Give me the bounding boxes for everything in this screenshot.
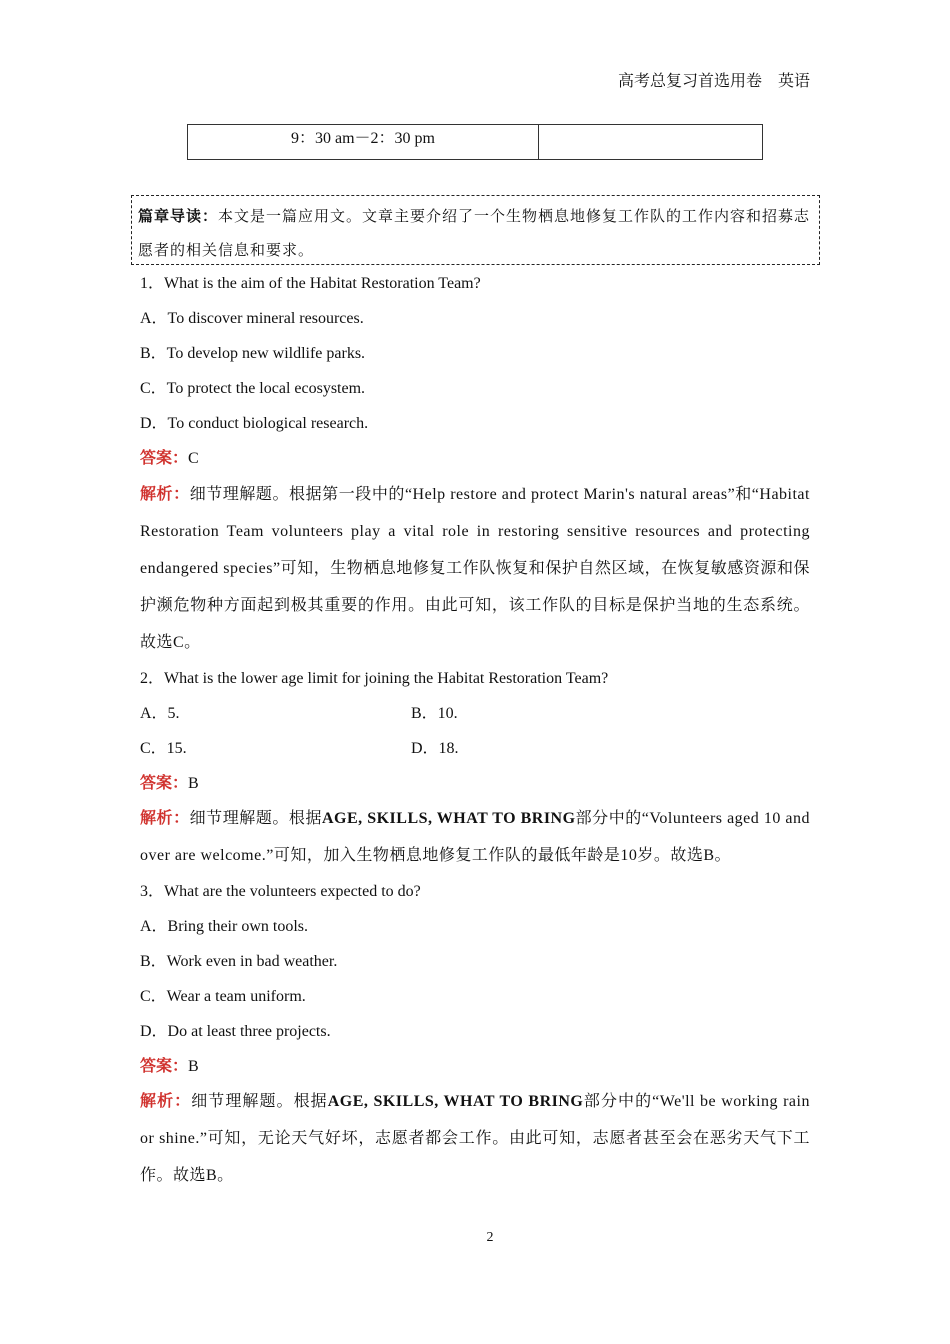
q2-explain-bold: AGE, SKILLS, WHAT TO BRING [322,810,576,827]
q2-explain-label: 解析： [140,810,190,827]
table-cell-time: 9：30 am－2：30 pm [188,125,539,159]
q2-explain-post: 部分中的“Volunteers aged 10 and over are welcome.”可知，加入生物栖息地修复工作队的最低年龄是10岁。故选B。 [140,810,810,864]
q3-answer-label: 答案： [140,1058,189,1075]
q2-answer-label: 答案： [140,775,189,792]
q3-explain-bold: AGE, SKILLS, WHAT TO BRING [327,1093,584,1110]
q1-answer-label: 答案： [140,450,189,467]
q1-option-b: B．To develop new wildlife parks. [140,345,366,362]
q2-answer-value: B [188,775,199,792]
table-cell-empty [539,125,762,159]
q3-answer-value: B [188,1058,199,1075]
page-header: 高考总复习首选用卷 英语 [617,73,810,90]
q2-option-a: A．5. [140,705,180,722]
q1-answer-value: C [188,450,199,467]
q3-option-a: A．Bring their own tools. [140,918,308,935]
q3-option-d: D．Do at least three projects. [140,1023,331,1040]
q3-explain-label: 解析： [140,1093,192,1110]
q2-explain-pre: 细节理解题。根据 [189,810,322,827]
guide-text: 本文是一篇应用文。文章主要介绍了一个生物栖息地修复工作队的工作内容和招募志愿者的相关信息和要求。 [138,209,811,259]
q2-option-d: D．18. [411,740,459,757]
q2-option-c: C．15. [140,740,187,757]
q2-explanation [140,800,810,874]
q1-option-a: A．To discover mineral resources. [140,310,364,327]
chapter-guide-box [131,195,820,265]
q3-answer [140,1056,199,1078]
q3-option-c: C．Wear a team uniform. [140,988,306,1005]
q2-option-b: B．10. [411,705,458,722]
q3-option-b: B．Work even in bad weather. [140,953,338,970]
q3-question: 3．What are the volunteers expected to do? [140,883,421,900]
q1-explain-text: 细节理解题。根据第一段中的“Help restore and protect Marin's natural areas”和“Habitat Restoration Team volunteers play a vital role in restoring sensitive resources and protecting endangered species”可知，生物栖息地修复工作队恢复和保护自然区域，在恢复敏感资源和保护濒危物种方面起到极其重要的作用。由此可知，该工作队的目标是保护当地的生态系统。故选C。 [140,486,810,651]
q2-answer [140,773,199,795]
q2-question: 2．What is the lower age limit for joining the Habitat Restoration Team? [140,670,609,687]
q3-explanation [140,1083,810,1194]
q3-explain-post: 部分中的“We'll be working rain or shine.”可知，无论天气好坏，志愿者都会工作。由此可知，志愿者甚至会在恶劣天气下工作。故选B。 [140,1093,810,1184]
schedule-table [187,124,763,160]
q1-answer [140,448,199,470]
q3-explain-pre: 细节理解题。根据 [191,1093,328,1110]
q1-explain-label: 解析： [140,486,190,503]
q1-option-c: C．To protect the local ecosystem. [140,380,366,397]
guide-label: 篇章导读： [138,209,219,225]
page-number: 2 [486,1230,494,1245]
q1-explanation [140,476,810,661]
q1-option-d: D．To conduct biological research. [140,415,369,432]
q1-question: 1．What is the aim of the Habitat Restoration Team? [140,275,481,292]
